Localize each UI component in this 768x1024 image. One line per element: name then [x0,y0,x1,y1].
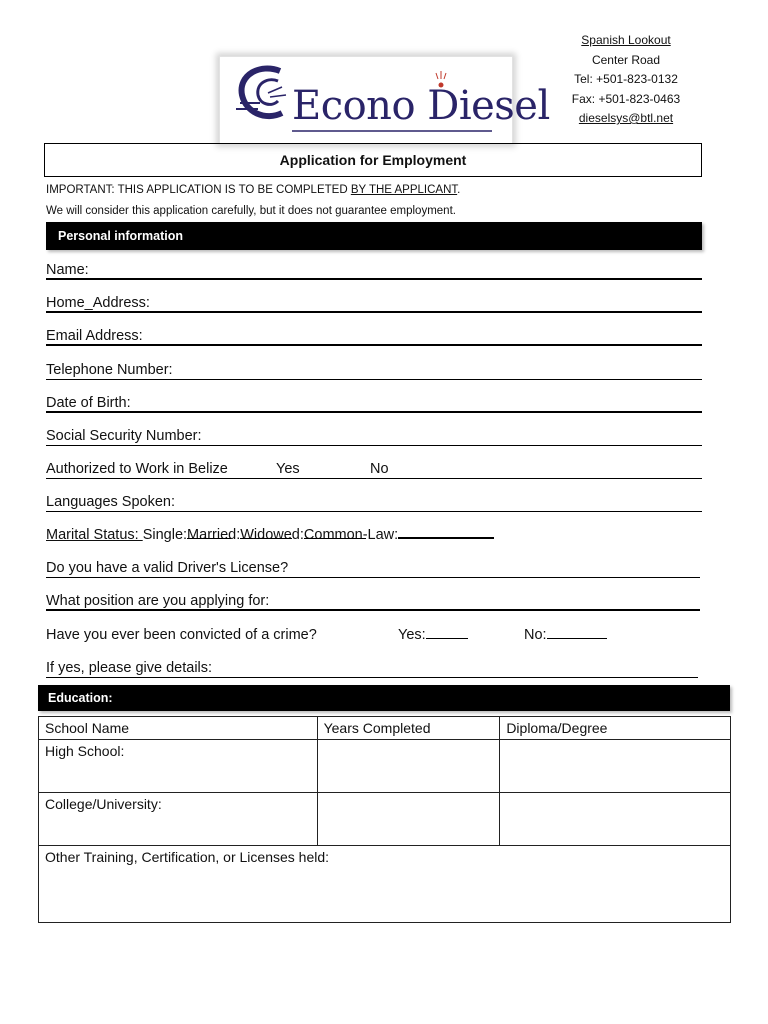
marital-row [46,527,398,543]
notice-suffix: . [457,184,461,196]
high-school-diploma-cell[interactable] [500,740,731,793]
telephone: Tel: +501-823-0132 [574,72,678,86]
date-of-birth-field[interactable] [46,393,702,415]
email-address-label: Email Address: [46,328,143,344]
ssn-label: Social Security Number: [46,428,202,444]
authorized-yes-option[interactable]: Yes [276,461,300,477]
ssn-field[interactable] [46,426,702,448]
convicted-yes-label: Yes: [398,627,426,643]
education-table [38,716,731,923]
contact-info [556,31,696,129]
table-row [39,793,731,846]
drivers-license-field[interactable] [46,558,702,580]
table-header-row [39,717,731,740]
marital-widowed-label: Widowed: [240,527,304,543]
fax: Fax: +501-823-0463 [571,91,681,106]
convicted-no-blank[interactable] [547,624,607,639]
notice-line-2: We will consider this application carefully, but it does not guarantee employment. [46,205,456,217]
marital-single-blank[interactable] [187,524,231,539]
crime-details-label: If yes, please give details: [46,660,213,676]
convicted-yes-group [398,627,426,643]
address-line-2: Center Road [591,52,661,67]
convicted-yes-blank[interactable] [426,624,468,639]
notice-underlined: BY THE APPLICANT [350,184,458,196]
convicted-field[interactable] [46,625,702,647]
languages-field[interactable] [46,492,702,514]
column-header-diploma-degree: Diploma/Degree [500,717,731,740]
important-notice [46,180,460,222]
name-label: Name: [46,262,89,278]
email-link[interactable]: dieselsys@btl.net [578,111,674,125]
convicted-label: Have you ever been convicted of a crime? [46,627,317,643]
high-school-years-cell[interactable] [317,740,500,793]
marital-label: Marital Status: [46,527,143,543]
notice-prefix: IMPORTANT: THIS APPLICATION IS TO BE COMPLETED [46,184,351,196]
form-title: Application for Employment [44,143,702,177]
marital-married-label: Married: [187,527,241,543]
convicted-no-label: No: [524,627,547,643]
marital-common-law-blank[interactable] [398,523,494,539]
languages-label: Languages Spoken: [46,494,175,510]
telephone-label: Telephone Number: [46,362,173,378]
table-row [39,740,731,793]
marital-widowed-blank[interactable] [304,524,366,539]
telephone-field[interactable] [46,360,702,382]
drivers-license-label: Do you have a valid Driver's License? [46,560,289,576]
high-school-cell[interactable]: High School: [39,740,318,793]
authorized-to-work-field[interactable] [46,459,702,481]
company-logo [219,56,550,144]
position-field[interactable] [46,591,702,613]
crime-details-field[interactable] [46,658,698,680]
college-years-cell[interactable] [317,793,500,846]
date-of-birth-label: Date of Birth: [46,395,131,411]
marital-common-law-label: Common-Law: [303,527,399,543]
convicted-no-group [524,627,547,643]
notice-line-1 [46,180,460,201]
other-training-cell[interactable]: Other Training, Certification, or Licenses held: [39,846,731,923]
section-education: Education: [38,685,730,711]
home-address-field[interactable] [46,293,702,315]
section-personal-information: Personal information [46,222,702,250]
authorized-label: Authorized to Work in Belize [46,461,228,477]
email-address-field[interactable] [46,326,702,348]
college-cell[interactable]: College/University: [39,793,318,846]
column-header-years-completed: Years Completed [317,717,500,740]
home-address-label: Home_Address: [46,295,150,311]
logo-text: Econo Diesel [292,83,550,129]
column-header-school-name: School Name [39,717,318,740]
table-row [39,846,731,923]
marital-married-blank[interactable] [240,524,292,539]
position-label: What position are you applying for: [46,593,270,609]
authorized-no-option[interactable]: No [370,461,389,477]
marital-status-field[interactable] [46,525,702,547]
name-field[interactable] [46,260,702,282]
marital-single-label: Single: [142,527,188,543]
college-diploma-cell[interactable] [500,793,731,846]
address-line-1: Spanish Lookout [581,33,671,47]
